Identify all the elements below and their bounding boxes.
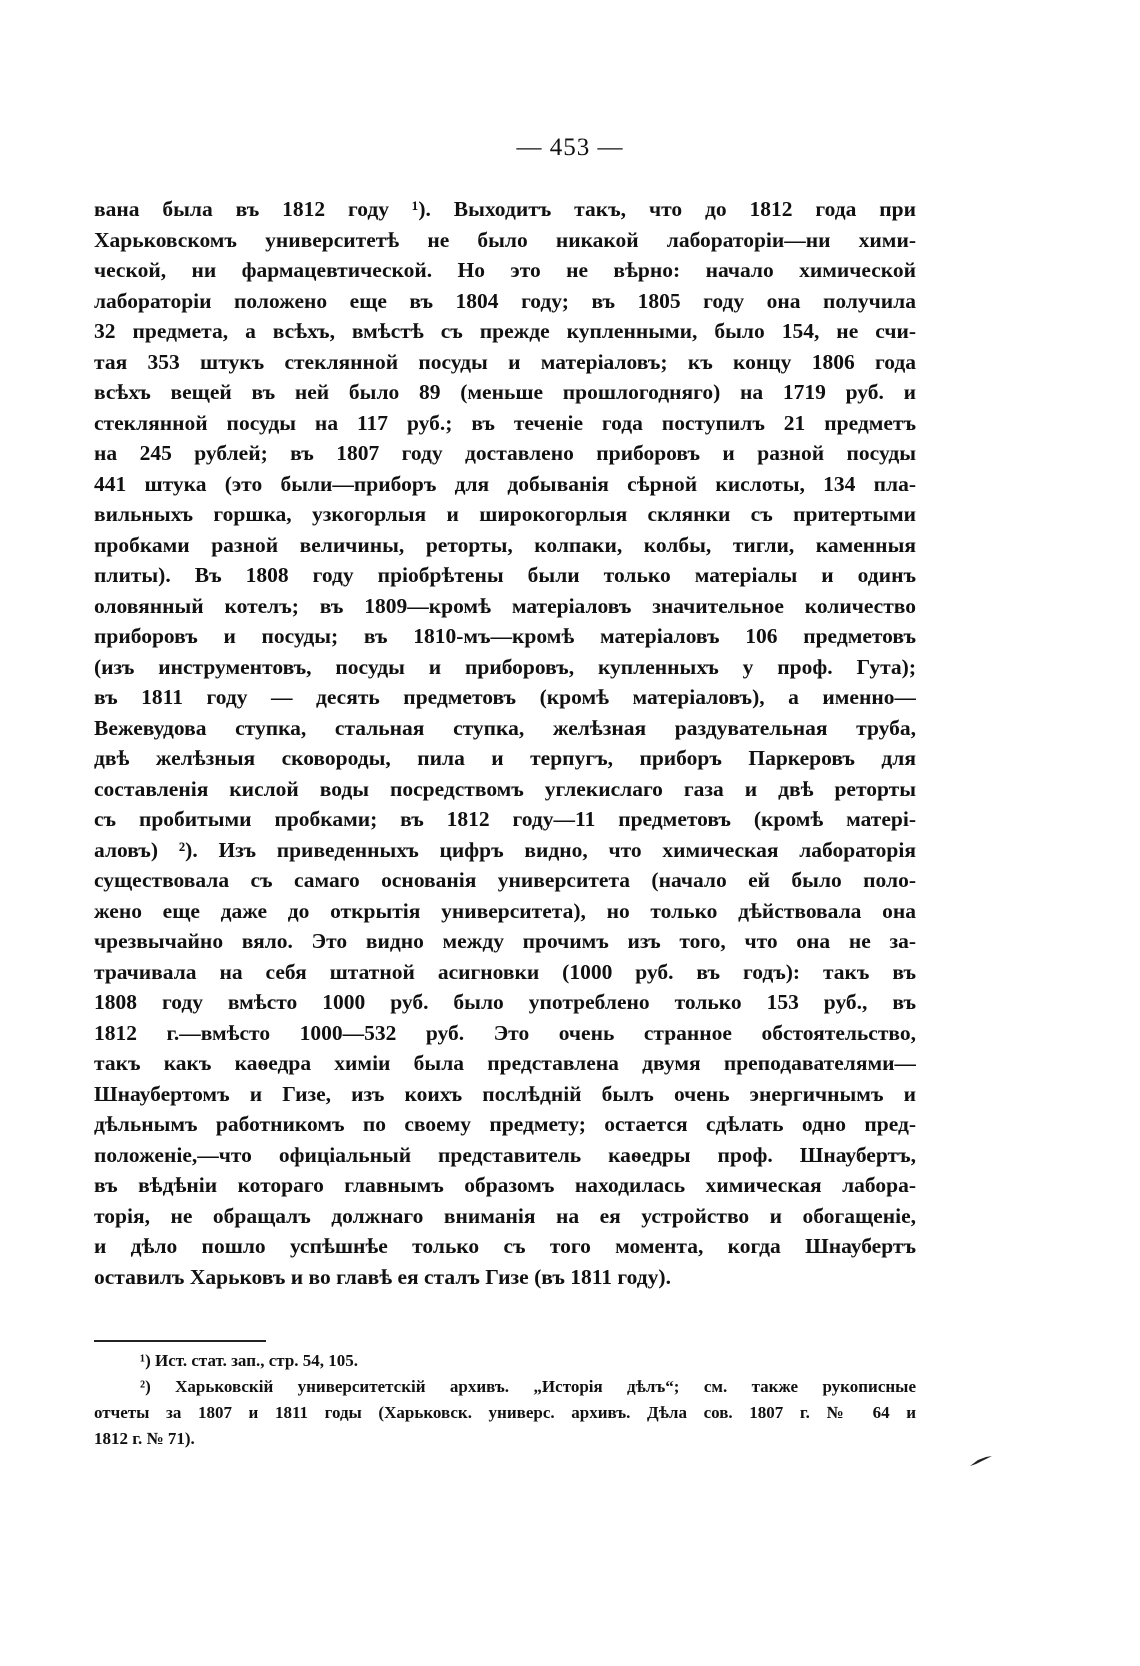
footnote-2: ²) Харьковскій университетскій архивъ. „Исторія дѣлъ“; см. также рукописные bbox=[140, 1377, 916, 1396]
footnote-1: ¹) Ист. стат. зап., стр. 54, 105. bbox=[140, 1351, 359, 1370]
text-line: съ пробитыми пробками; въ 1812 году—11 предметовъ (кромѣ матері- bbox=[94, 807, 916, 831]
text-line: на 245 рублей; въ 1807 году доставлено приборовъ и разной посуды bbox=[94, 441, 916, 465]
text-line: вана была въ 1812 году ¹). Выходитъ такъ, что до 1812 года при bbox=[94, 197, 916, 221]
text-line: такъ какъ каѳедра химіи была представлена двумя преподавателями— bbox=[94, 1051, 916, 1075]
footnotes bbox=[94, 1348, 916, 1452]
footnote-divider bbox=[94, 1340, 266, 1342]
text-line: торія, не обращалъ должнаго вниманія на ея устройство и обогащеніе, bbox=[94, 1203, 916, 1228]
text-line: Шнаубертомъ и Гизе, изъ коихъ послѣдній былъ очень энергичнымъ и bbox=[94, 1081, 916, 1106]
text-line: приборовъ и посуды; въ 1810-мъ—кромѣ матеріаловъ 106 предметовъ bbox=[94, 624, 916, 648]
page-number: — 453 — bbox=[516, 134, 624, 161]
text-line: оловянный котелъ; въ 1809—кромѣ матеріаловъ значительное количество bbox=[94, 593, 916, 618]
footnote-2-end: 1812 г. № 71). bbox=[94, 1429, 195, 1448]
text-line: пробками разной величины, реторты, колпаки, колбы, тигли, каменныя bbox=[94, 532, 916, 557]
text-line: всѣхъ вещей въ ней было 89 (меньше прошлогодняго) на 1719 руб. и bbox=[94, 380, 916, 404]
text-line: оставилъ Харьковъ и во главѣ ея сталъ Гизе (въ 1811 году). bbox=[94, 1264, 671, 1289]
text-line: Вежевудова ступка, стальная ступка, желѣзная раздувательная труба, bbox=[94, 715, 916, 740]
text-line: 1812 г.—вмѣсто 1000—532 руб. Это очень странное обстоятельство, bbox=[94, 1020, 916, 1045]
text-line: ческой, ни фармацевтической. Но это не вѣрно: начало химической bbox=[94, 258, 916, 282]
text-line: тая 353 штукъ стеклянной посуды и матеріаловъ; къ концу 1806 года bbox=[94, 349, 916, 374]
text-line: стеклянной посуды на 117 руб.; въ теченіе года поступилъ 21 предметъ bbox=[94, 410, 916, 435]
text-line: жено еще даже до открытія университета), но только дѣйствовала она bbox=[94, 898, 916, 923]
text-line: двѣ желѣзныя сковороды, пила и терпугъ, приборъ Паркеровъ для bbox=[94, 746, 916, 770]
text-line: Харьковскомъ университетѣ не было никакой лабораторіи—ни хими- bbox=[94, 227, 916, 252]
text-line: въ 1811 году — десять предметовъ (кромѣ матеріаловъ), а именно— bbox=[94, 685, 916, 709]
text-line: существовала съ самаго основанія университета (начало ей было поло- bbox=[94, 868, 916, 892]
text-line: въ вѣдѣніи котораго главнымъ образомъ находилась химическая лабора- bbox=[94, 1173, 916, 1197]
text-line: положеніе,—что офиціальный представитель каѳедры проф. Шнаубертъ, bbox=[94, 1142, 916, 1167]
text-line: аловъ) ²). Изъ приведенныхъ цифръ видно, что химическая лабораторія bbox=[94, 837, 916, 862]
ink-mark bbox=[968, 1454, 994, 1468]
text-line: чрезвычайно вяло. Это видно между прочимъ изъ того, что она не за- bbox=[94, 929, 916, 953]
text-line: 441 штука (это были—приборъ для добыванія сѣрной кислоты, 134 пла- bbox=[94, 471, 916, 496]
text-line: вильныхъ горшка, узкогорлыя и широкогорлыя склянки съ притертыми bbox=[94, 502, 916, 526]
footnote-2-continued: отчеты за 1807 и 1811 годы (Харьковск. универс. архивъ. Дѣла сов. 1807 г. № 64 и bbox=[94, 1403, 916, 1422]
text-line: 32 предмета, а всѣхъ, вмѣстѣ съ прежде купленными, было 154, не счи- bbox=[94, 319, 916, 343]
text-line: трачивала на себя штатной асигновки (1000 руб. въ годъ): такъ въ bbox=[94, 959, 916, 984]
text-line: (изъ инструментовъ, посуды и приборовъ, купленныхъ у проф. Гута); bbox=[94, 654, 916, 679]
text-line: лабораторіи положено еще въ 1804 году; въ 1805 году она получила bbox=[94, 288, 916, 313]
text-line: 1808 году вмѣсто 1000 руб. было употреблено только 153 руб., въ bbox=[94, 990, 916, 1014]
text-line: и дѣло пошло успѣшнѣе только съ того момента, когда Шнаубертъ bbox=[94, 1234, 916, 1258]
text-line: составленія кислой воды посредствомъ углекислаго газа и двѣ реторты bbox=[94, 776, 916, 801]
body-text bbox=[94, 194, 916, 1292]
text-line: дѣльнымъ работникомъ по своему предмету; остается сдѣлать одно пред- bbox=[94, 1112, 916, 1136]
text-line: плиты). Въ 1808 году пріобрѣтены были только матеріалы и одинъ bbox=[94, 563, 916, 587]
